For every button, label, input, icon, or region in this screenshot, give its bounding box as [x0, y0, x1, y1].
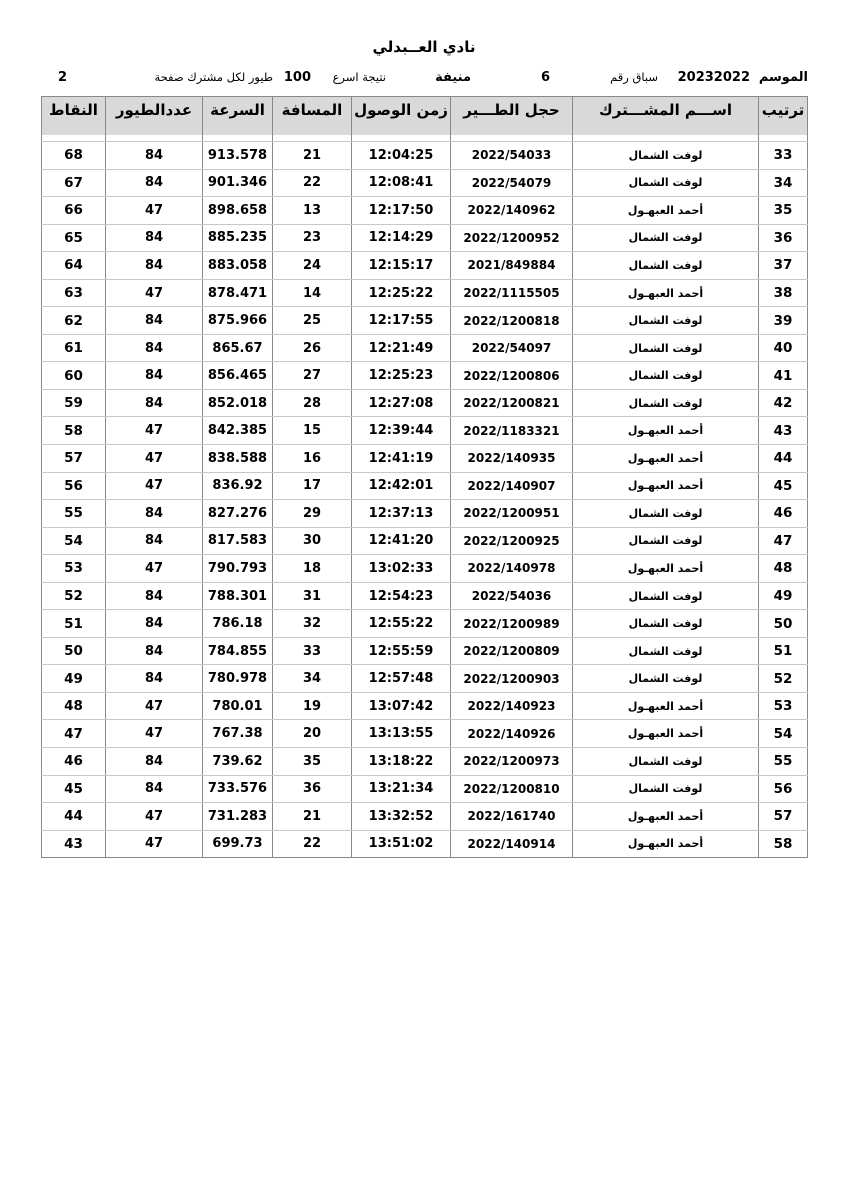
cell-birds: 84	[106, 637, 203, 665]
cell-name: لوفت الشمال	[573, 362, 759, 390]
cell-speed: 836.92	[203, 472, 273, 500]
race-type: منيفة	[435, 70, 471, 85]
cell-distance: 33	[273, 637, 352, 665]
cell-birds: 47	[106, 197, 203, 225]
cell-distance: 29	[273, 500, 352, 528]
cell-speed: 875.966	[203, 307, 273, 335]
cell-speed: 817.583	[203, 527, 273, 555]
cell-distance: 24	[273, 252, 352, 280]
cell-speed: 733.576	[203, 775, 273, 803]
cell-time: 12:55:59	[352, 637, 451, 665]
cell-time: 13:21:34	[352, 775, 451, 803]
cell-birds: 84	[106, 665, 203, 693]
cell-rank: 43	[759, 417, 808, 445]
cell-distance: 31	[273, 582, 352, 610]
header-rank: ترتيب	[759, 97, 808, 136]
cell-speed: 699.73	[203, 830, 273, 858]
cell-speed: 842.385	[203, 417, 273, 445]
table-row	[42, 389, 808, 417]
cell-time: 12:08:41	[352, 169, 451, 197]
race-number: 6	[540, 70, 550, 85]
cell-time: 12:14:29	[352, 224, 451, 252]
cell-birds: 84	[106, 224, 203, 252]
cell-ring: 2022/54097	[451, 334, 573, 362]
cell-birds: 47	[106, 720, 203, 748]
table-row	[42, 445, 808, 473]
cell-points: 65	[42, 224, 106, 252]
cell-time: 12:42:01	[352, 472, 451, 500]
cell-speed: 878.471	[203, 279, 273, 307]
cell-rank: 34	[759, 169, 808, 197]
cell-speed: 780.01	[203, 692, 273, 720]
race-label: سباق رقم	[610, 70, 658, 84]
cell-ring: 2022/140914	[451, 830, 573, 858]
table-row	[42, 555, 808, 583]
cell-birds: 84	[106, 582, 203, 610]
cell-rank: 48	[759, 555, 808, 583]
cell-points: 58	[42, 417, 106, 445]
cell-time: 13:32:52	[352, 803, 451, 831]
cell-birds: 84	[106, 169, 203, 197]
cell-rank: 37	[759, 252, 808, 280]
cell-points: 52	[42, 582, 106, 610]
cell-ring: 2022/1200810	[451, 775, 573, 803]
cell-time: 12:27:08	[352, 389, 451, 417]
cell-time: 12:57:48	[352, 665, 451, 693]
cell-distance: 15	[273, 417, 352, 445]
cell-name: لوفت الشمال	[573, 307, 759, 335]
cell-speed: 767.38	[203, 720, 273, 748]
cell-ring: 2022/1200809	[451, 637, 573, 665]
cell-rank: 33	[759, 142, 808, 170]
cell-time: 13:18:22	[352, 748, 451, 776]
cell-birds: 84	[106, 748, 203, 776]
table-row	[42, 527, 808, 555]
cell-speed: 913.578	[203, 142, 273, 170]
table-row	[42, 307, 808, 335]
cell-points: 47	[42, 720, 106, 748]
cell-speed: 856.465	[203, 362, 273, 390]
cell-ring: 2022/161740	[451, 803, 573, 831]
cell-points: 66	[42, 197, 106, 225]
cell-rank: 41	[759, 362, 808, 390]
cell-ring: 2022/1200818	[451, 307, 573, 335]
cell-distance: 36	[273, 775, 352, 803]
cell-time: 12:25:23	[352, 362, 451, 390]
cell-ring: 2022/1200925	[451, 527, 573, 555]
cell-ring: 2022/54079	[451, 169, 573, 197]
cell-distance: 23	[273, 224, 352, 252]
header-time: زمن الوصول	[352, 97, 451, 136]
cell-distance: 19	[273, 692, 352, 720]
cell-ring: 2022/140978	[451, 555, 573, 583]
cell-rank: 49	[759, 582, 808, 610]
table-row	[42, 610, 808, 638]
cell-birds: 47	[106, 279, 203, 307]
cell-time: 12:17:55	[352, 307, 451, 335]
header-ring: حجل الطـــير	[451, 97, 573, 136]
cell-speed: 883.058	[203, 252, 273, 280]
cell-name: أحمد العبهـول	[573, 197, 759, 225]
cell-distance: 18	[273, 555, 352, 583]
cell-distance: 21	[273, 803, 352, 831]
cell-ring: 2022/140923	[451, 692, 573, 720]
table-row	[42, 334, 808, 362]
cell-time: 13:07:42	[352, 692, 451, 720]
cell-name: أحمد العبهـول	[573, 555, 759, 583]
cell-distance: 14	[273, 279, 352, 307]
cell-speed: 901.346	[203, 169, 273, 197]
table-row	[42, 279, 808, 307]
season-value: 20232022	[677, 70, 750, 85]
cell-time: 13:51:02	[352, 830, 451, 858]
cell-points: 67	[42, 169, 106, 197]
cell-name: أحمد العبهـول	[573, 445, 759, 473]
header-name: اســـم المشـــترك	[573, 97, 759, 136]
per-member-label: طيور لكل مشترك صفحة	[154, 70, 273, 84]
cell-distance: 13	[273, 197, 352, 225]
season-label: الموسم	[758, 70, 808, 85]
cell-birds: 84	[106, 252, 203, 280]
results-table	[41, 96, 808, 858]
table-row	[42, 252, 808, 280]
cell-points: 46	[42, 748, 106, 776]
cell-rank: 38	[759, 279, 808, 307]
cell-birds: 84	[106, 500, 203, 528]
cell-name: لوفت الشمال	[573, 527, 759, 555]
cell-points: 49	[42, 665, 106, 693]
cell-birds: 84	[106, 362, 203, 390]
cell-birds: 47	[106, 692, 203, 720]
cell-rank: 58	[759, 830, 808, 858]
cell-name: أحمد العبهـول	[573, 279, 759, 307]
cell-time: 12:39:44	[352, 417, 451, 445]
cell-time: 12:21:49	[352, 334, 451, 362]
cell-distance: 20	[273, 720, 352, 748]
cell-points: 54	[42, 527, 106, 555]
cell-points: 63	[42, 279, 106, 307]
cell-time: 12:37:13	[352, 500, 451, 528]
cell-speed: 852.018	[203, 389, 273, 417]
table-row	[42, 720, 808, 748]
cell-points: 64	[42, 252, 106, 280]
cell-ring: 2021/849884	[451, 252, 573, 280]
cell-ring: 2022/1200973	[451, 748, 573, 776]
cell-ring: 2022/1200952	[451, 224, 573, 252]
cell-rank: 40	[759, 334, 808, 362]
cell-ring: 2022/1200989	[451, 610, 573, 638]
cell-name: لوفت الشمال	[573, 637, 759, 665]
table-row	[42, 748, 808, 776]
cell-rank: 46	[759, 500, 808, 528]
cell-birds: 47	[106, 830, 203, 858]
cell-speed: 731.283	[203, 803, 273, 831]
cell-distance: 30	[273, 527, 352, 555]
cell-birds: 84	[106, 142, 203, 170]
cell-ring: 2022/1200806	[451, 362, 573, 390]
cell-rank: 50	[759, 610, 808, 638]
cell-name: لوفت الشمال	[573, 500, 759, 528]
cell-rank: 51	[759, 637, 808, 665]
cell-name: لوفت الشمال	[573, 748, 759, 776]
cell-time: 13:02:33	[352, 555, 451, 583]
table-header	[42, 97, 808, 136]
cell-rank: 42	[759, 389, 808, 417]
cell-birds: 47	[106, 803, 203, 831]
table-row	[42, 803, 808, 831]
table-row	[42, 362, 808, 390]
cell-speed: 838.588	[203, 445, 273, 473]
table-row	[42, 665, 808, 693]
cell-ring: 2022/140907	[451, 472, 573, 500]
cell-name: لوفت الشمال	[573, 334, 759, 362]
cell-name: لوفت الشمال	[573, 665, 759, 693]
cell-birds: 47	[106, 417, 203, 445]
cell-points: 59	[42, 389, 106, 417]
cell-points: 56	[42, 472, 106, 500]
cell-birds: 47	[106, 445, 203, 473]
cell-ring: 2022/1115505	[451, 279, 573, 307]
cell-name: لوفت الشمال	[573, 775, 759, 803]
race-info-bar	[42, 70, 808, 90]
cell-points: 53	[42, 555, 106, 583]
result-count: 100	[283, 70, 311, 85]
cell-points: 44	[42, 803, 106, 831]
cell-birds: 84	[106, 334, 203, 362]
cell-time: 12:55:22	[352, 610, 451, 638]
cell-ring: 2022/54036	[451, 582, 573, 610]
cell-time: 12:41:19	[352, 445, 451, 473]
cell-rank: 35	[759, 197, 808, 225]
cell-birds: 84	[106, 527, 203, 555]
cell-points: 57	[42, 445, 106, 473]
cell-distance: 17	[273, 472, 352, 500]
table-row	[42, 637, 808, 665]
cell-ring: 2022/1200951	[451, 500, 573, 528]
cell-name: أحمد العبهـول	[573, 692, 759, 720]
cell-birds: 84	[106, 775, 203, 803]
cell-name: أحمد العبهـول	[573, 803, 759, 831]
cell-points: 68	[42, 142, 106, 170]
header-birds: عددالطيور	[106, 97, 203, 136]
cell-speed: 739.62	[203, 748, 273, 776]
result-label: نتيجة اسرع	[332, 70, 386, 84]
cell-speed: 780.978	[203, 665, 273, 693]
cell-rank: 36	[759, 224, 808, 252]
cell-time: 12:15:17	[352, 252, 451, 280]
table-row	[42, 472, 808, 500]
cell-distance: 22	[273, 830, 352, 858]
cell-speed: 865.67	[203, 334, 273, 362]
table-row	[42, 224, 808, 252]
cell-ring: 2022/140926	[451, 720, 573, 748]
cell-name: لوفت الشمال	[573, 389, 759, 417]
cell-birds: 84	[106, 389, 203, 417]
cell-points: 43	[42, 830, 106, 858]
club-title: نادي العــبدلي	[372, 38, 476, 56]
cell-speed: 784.855	[203, 637, 273, 665]
cell-rank: 47	[759, 527, 808, 555]
cell-points: 61	[42, 334, 106, 362]
cell-distance: 25	[273, 307, 352, 335]
cell-name: لوفت الشمال	[573, 252, 759, 280]
cell-speed: 898.658	[203, 197, 273, 225]
table-row	[42, 500, 808, 528]
cell-rank: 56	[759, 775, 808, 803]
table-row	[42, 775, 808, 803]
cell-distance: 16	[273, 445, 352, 473]
cell-birds: 84	[106, 610, 203, 638]
cell-name: أحمد العبهـول	[573, 720, 759, 748]
cell-name: لوفت الشمال	[573, 582, 759, 610]
cell-speed: 788.301	[203, 582, 273, 610]
cell-time: 13:13:55	[352, 720, 451, 748]
cell-time: 12:17:50	[352, 197, 451, 225]
cell-time: 12:04:25	[352, 142, 451, 170]
cell-birds: 47	[106, 472, 203, 500]
cell-speed: 786.18	[203, 610, 273, 638]
cell-points: 48	[42, 692, 106, 720]
cell-ring: 2022/1200903	[451, 665, 573, 693]
cell-birds: 84	[106, 307, 203, 335]
cell-rank: 53	[759, 692, 808, 720]
cell-points: 55	[42, 500, 106, 528]
cell-ring: 2022/140935	[451, 445, 573, 473]
table-row	[42, 142, 808, 170]
cell-name: لوفت الشمال	[573, 610, 759, 638]
cell-distance: 35	[273, 748, 352, 776]
cell-name: أحمد العبهـول	[573, 417, 759, 445]
cell-distance: 32	[273, 610, 352, 638]
cell-rank: 55	[759, 748, 808, 776]
cell-distance: 28	[273, 389, 352, 417]
header-speed: السرعة	[203, 97, 273, 136]
cell-points: 60	[42, 362, 106, 390]
cell-points: 51	[42, 610, 106, 638]
page-number: 2	[57, 70, 67, 85]
cell-points: 45	[42, 775, 106, 803]
cell-rank: 54	[759, 720, 808, 748]
table-row	[42, 692, 808, 720]
cell-points: 62	[42, 307, 106, 335]
cell-rank: 45	[759, 472, 808, 500]
cell-distance: 26	[273, 334, 352, 362]
cell-ring: 2022/1183321	[451, 417, 573, 445]
cell-time: 12:41:20	[352, 527, 451, 555]
table-row	[42, 197, 808, 225]
table-row	[42, 169, 808, 197]
cell-name: أحمد العبهـول	[573, 830, 759, 858]
cell-name: لوفت الشمال	[573, 224, 759, 252]
cell-distance: 27	[273, 362, 352, 390]
cell-speed: 827.276	[203, 500, 273, 528]
cell-distance: 34	[273, 665, 352, 693]
cell-name: أحمد العبهـول	[573, 472, 759, 500]
header-distance: المسافة	[273, 97, 352, 136]
table-row	[42, 417, 808, 445]
cell-rank: 39	[759, 307, 808, 335]
cell-speed: 790.793	[203, 555, 273, 583]
cell-name: لوفت الشمال	[573, 169, 759, 197]
cell-distance: 21	[273, 142, 352, 170]
cell-points: 50	[42, 637, 106, 665]
cell-time: 12:54:23	[352, 582, 451, 610]
cell-distance: 22	[273, 169, 352, 197]
cell-rank: 44	[759, 445, 808, 473]
header-points: النقاط	[42, 97, 106, 136]
cell-ring: 2022/1200821	[451, 389, 573, 417]
cell-birds: 47	[106, 555, 203, 583]
cell-name: لوفت الشمال	[573, 142, 759, 170]
cell-rank: 57	[759, 803, 808, 831]
cell-rank: 52	[759, 665, 808, 693]
table-row	[42, 830, 808, 858]
cell-speed: 885.235	[203, 224, 273, 252]
cell-ring: 2022/54033	[451, 142, 573, 170]
table-body	[42, 135, 808, 858]
cell-time: 12:25:22	[352, 279, 451, 307]
table-row	[42, 582, 808, 610]
cell-ring: 2022/140962	[451, 197, 573, 225]
